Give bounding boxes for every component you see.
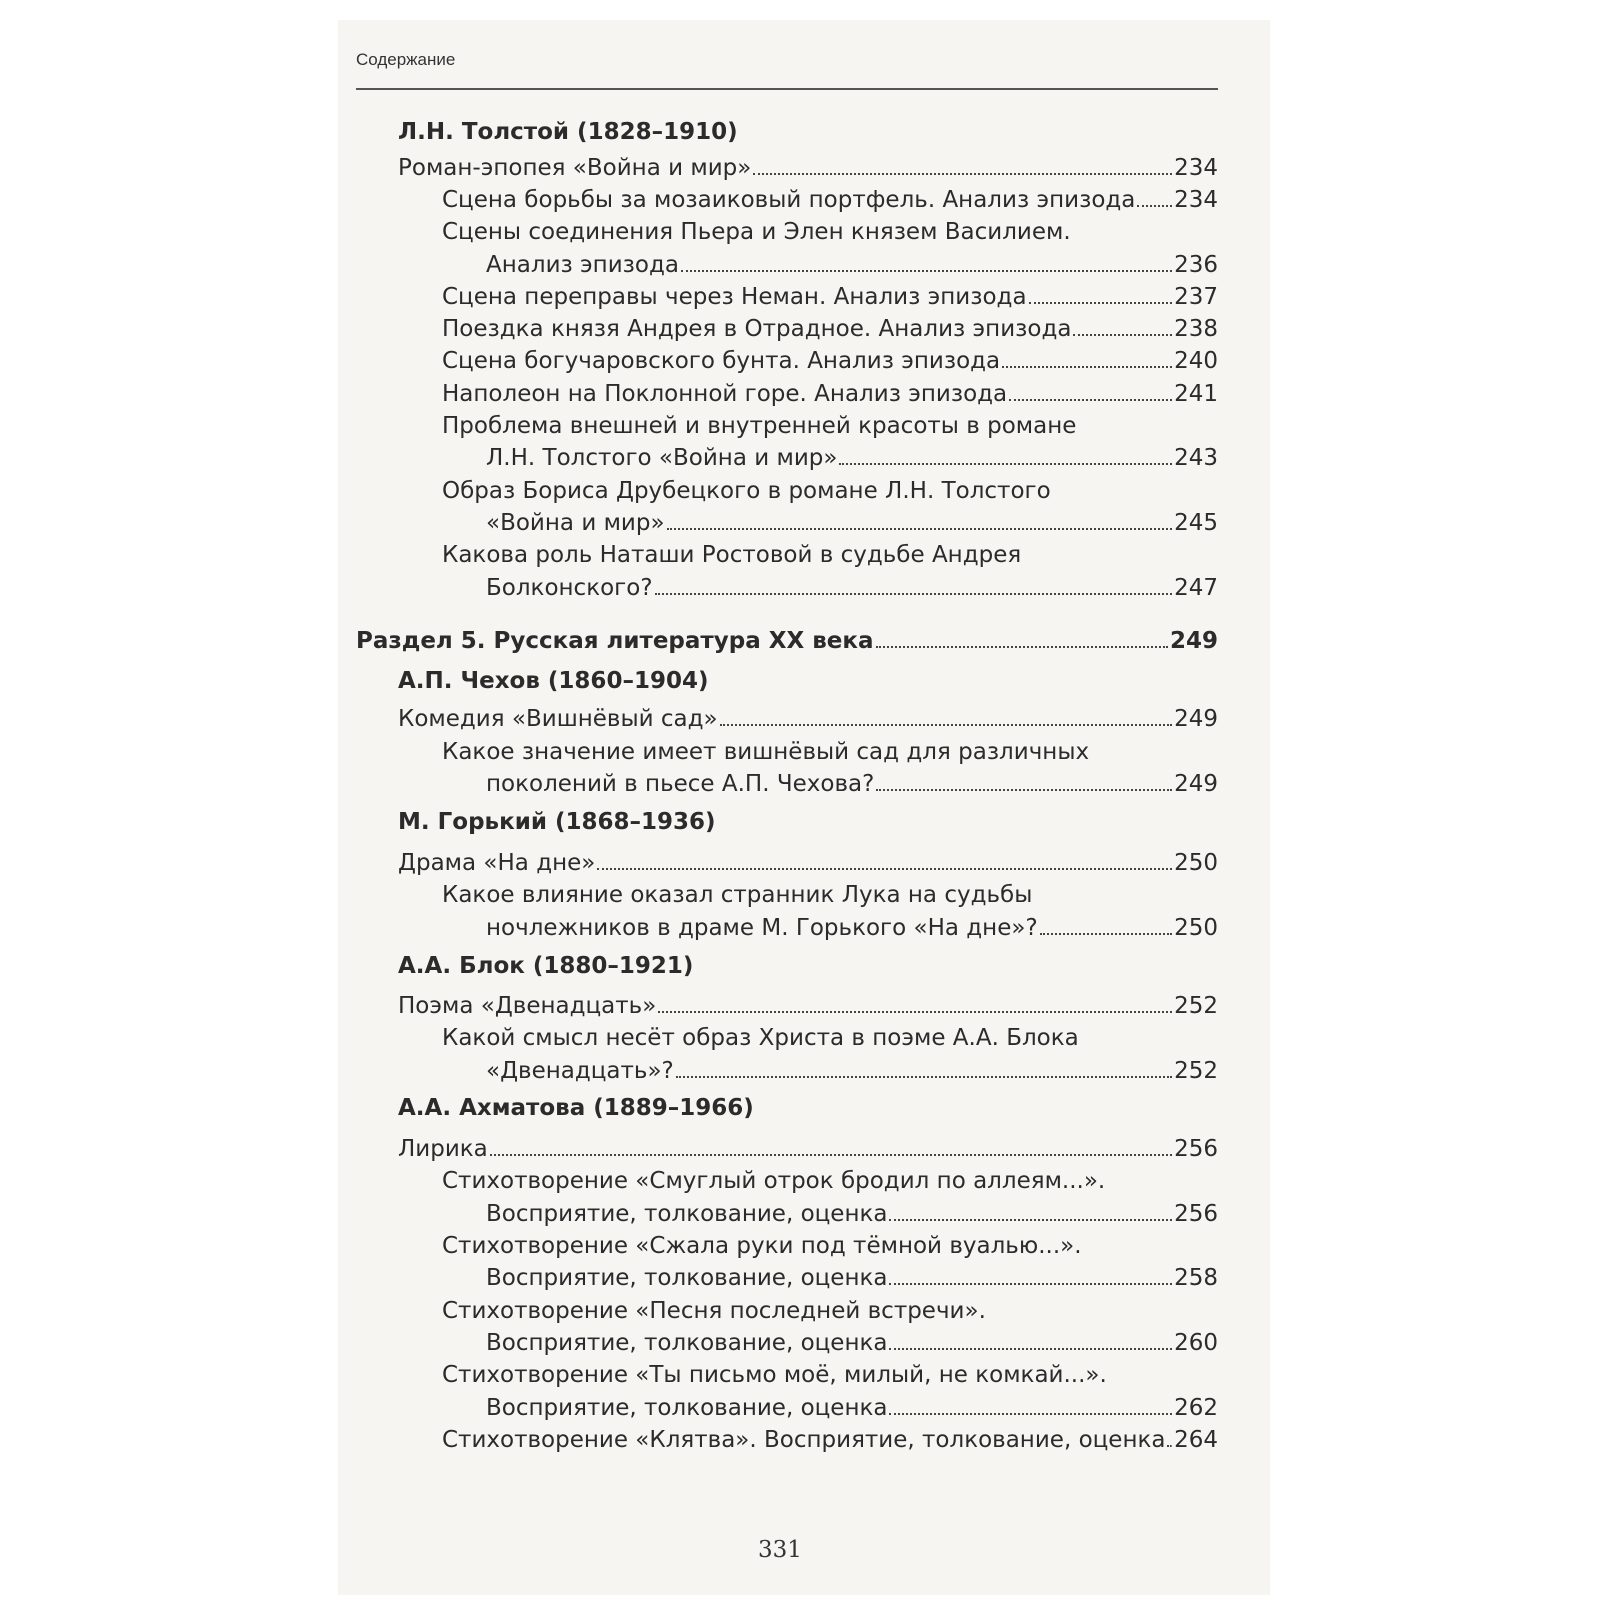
toc-entry (356, 438, 1218, 471)
toc-entry-title: А.П. Чехов (1860–1904) (398, 668, 709, 694)
dot-leader (720, 724, 1172, 726)
dot-leader (876, 789, 1172, 791)
dot-leader (889, 1348, 1172, 1350)
toc-entry-page: 243 (1174, 445, 1218, 471)
toc-entry-title: Восприятие, толкование, оценка (486, 1330, 888, 1356)
toc-entry-title: «Война и мир» (486, 510, 665, 536)
toc-entry-title: Наполеон на Поклонной горе. Анализ эпизода (442, 381, 1008, 407)
toc-entry-title: Стихотворение «Ты письмо моё, милый, не комкай...». (442, 1362, 1107, 1388)
dot-leader (1073, 334, 1172, 336)
toc-entry (356, 406, 1218, 439)
toc-entry-page: 256 (1174, 1201, 1218, 1227)
toc-entry-title: Стихотворение «Сжала руки под тёмной вуалью...». (442, 1233, 1082, 1259)
toc-entry (356, 1258, 1218, 1291)
toc-entry-page: 249 (1169, 628, 1218, 654)
toc-entry-page: 256 (1174, 1136, 1218, 1162)
dot-leader (753, 173, 1172, 175)
toc-entry (356, 374, 1218, 407)
toc-entry (356, 1323, 1218, 1356)
toc-entry-title: Стихотворение «Клятва». Восприятие, толкование, оценка (442, 1427, 1166, 1453)
toc-entry (356, 802, 1218, 835)
toc-entry-page: 249 (1174, 706, 1218, 732)
toc-entry (356, 621, 1218, 654)
dot-leader (889, 1413, 1172, 1415)
toc-entry (356, 245, 1218, 278)
toc-entry-page: 234 (1174, 187, 1218, 213)
toc-entry-title: Какова роль Наташи Ростовой в судьбе Андрея (442, 542, 1022, 568)
toc-entry (356, 661, 1218, 694)
toc-entry-title: Сцена переправы через Неман. Анализ эпизода (442, 284, 1027, 310)
toc-entry (356, 1291, 1218, 1324)
toc-entry (356, 1018, 1218, 1051)
dot-leader (839, 463, 1172, 465)
dot-leader (676, 1076, 1172, 1078)
toc-entry-title: Болконского? (486, 575, 653, 601)
toc-entry (356, 277, 1218, 310)
page-number: 331 (758, 1537, 802, 1563)
toc-entry-page: 249 (1174, 771, 1218, 797)
toc-entry (356, 1088, 1218, 1121)
running-head: Содержание (356, 50, 456, 69)
dot-leader (889, 1283, 1172, 1285)
toc-entry (356, 732, 1218, 765)
toc-entry-page: 237 (1174, 284, 1218, 310)
toc-entry-title: Восприятие, толкование, оценка (486, 1265, 888, 1291)
dot-leader (1040, 933, 1172, 935)
toc-entry (356, 1355, 1218, 1388)
toc-entry-title: Поездка князя Андрея в Отрадное. Анализ эпизода (442, 316, 1072, 342)
toc-entry-title: Сцены соединения Пьера и Элен князем Василием. (442, 219, 1071, 245)
toc-entry (356, 341, 1218, 374)
dot-leader (889, 1219, 1172, 1221)
toc-entry-page: 264 (1174, 1427, 1218, 1453)
dot-leader (876, 646, 1168, 648)
toc-entry (356, 1194, 1218, 1227)
toc-entry (356, 875, 1218, 908)
toc-entry (356, 503, 1218, 536)
toc-entry-title: Л.Н. Толстой (1828–1910) (398, 119, 738, 145)
dot-leader (490, 1154, 1172, 1156)
toc-entry-page: 260 (1174, 1330, 1218, 1356)
toc-entry-title: А.А. Ахматова (1889–1966) (398, 1095, 754, 1121)
toc-entry (356, 699, 1218, 732)
toc-entry-title: Восприятие, толкование, оценка (486, 1201, 888, 1227)
toc-entry-page: 234 (1174, 155, 1218, 181)
toc-entry-page: 245 (1174, 510, 1218, 536)
toc-entry (356, 1388, 1218, 1421)
toc-entry-title: Сцена борьбы за мозаиковый портфель. Анализ эпизода (442, 187, 1136, 213)
toc-entry-title: Анализ эпизода (486, 252, 679, 278)
toc-entry-title: поколений в пьесе А.П. Чехова? (486, 771, 875, 797)
dot-leader (1167, 1445, 1172, 1447)
toc-entry (356, 946, 1218, 979)
toc-entry-title: А.А. Блок (1880–1921) (398, 953, 694, 979)
toc-entry-title: «Двенадцать»? (486, 1058, 674, 1084)
toc-entry-page: 262 (1174, 1395, 1218, 1421)
toc-entry (356, 148, 1218, 181)
toc-entry-title: Стихотворение «Песня последней встречи». (442, 1298, 986, 1324)
dot-leader (655, 593, 1173, 595)
toc-entry-page: 241 (1174, 381, 1218, 407)
toc-entry-page: 252 (1174, 993, 1218, 1019)
toc-entry-page: 258 (1174, 1265, 1218, 1291)
toc-entry-title: Какой смысл несёт образ Христа в поэме А.А. Блока (442, 1025, 1079, 1051)
toc-entry-title: ночлежников в драме М. Горького «На дне»? (486, 915, 1038, 941)
dot-leader (1002, 366, 1172, 368)
toc-entry-title: Стихотворение «Смуглый отрок бродил по аллеям...». (442, 1168, 1106, 1194)
dot-leader (681, 270, 1172, 272)
toc-entry-title: Роман-эпопея «Война и мир» (398, 155, 752, 181)
toc-entry (356, 1226, 1218, 1259)
toc-entry (356, 212, 1218, 245)
dot-leader (1029, 302, 1173, 304)
toc-entry-page: 250 (1174, 915, 1218, 941)
toc-entry (356, 764, 1218, 797)
toc-entry-page: 236 (1174, 252, 1218, 278)
toc-entry-page: 250 (1174, 850, 1218, 876)
dot-leader (667, 528, 1173, 530)
toc-entry (356, 112, 1218, 145)
toc-entry-title: Какое значение имеет вишнёвый сад для различных (442, 739, 1090, 765)
toc-entry-page: 247 (1174, 575, 1218, 601)
toc-entry-title: Восприятие, толкование, оценка (486, 1395, 888, 1421)
toc-entry (356, 568, 1218, 601)
toc-entry-title: Драма «На дне» (398, 850, 596, 876)
toc-entry (356, 309, 1218, 342)
toc-entry-title: Сцена богучаровского бунта. Анализ эпизода (442, 348, 1001, 374)
toc-entry-page: 252 (1174, 1058, 1218, 1084)
toc-entry (356, 535, 1218, 568)
dot-leader (658, 1011, 1172, 1013)
toc-entry-page: 238 (1174, 316, 1218, 342)
toc-entry-title: Лирика (398, 1136, 488, 1162)
toc-entry-title: Поэма «Двенадцать» (398, 993, 657, 1019)
toc-entry (356, 1161, 1218, 1194)
dot-leader (597, 868, 1172, 870)
toc-entry (356, 908, 1218, 941)
toc-entry-title: Раздел 5. Русская литература XX века (356, 628, 874, 654)
toc-entry-title: Какое влияние оказал странник Лука на судьбы (442, 882, 1033, 908)
toc-entry-title: Комедия «Вишнёвый сад» (398, 706, 718, 732)
toc-entry (356, 986, 1218, 1019)
toc-entry-page: 240 (1174, 348, 1218, 374)
toc-entry (356, 471, 1218, 504)
toc-entry-title: М. Горький (1868–1936) (398, 809, 716, 835)
toc-entry (356, 180, 1218, 213)
toc-entry (356, 1051, 1218, 1084)
header-rule (356, 88, 1218, 90)
toc-entry (356, 843, 1218, 876)
toc-entry-title: Проблема внешней и внутренней красоты в романе (442, 413, 1077, 439)
toc-entry-title: Л.Н. Толстого «Война и мир» (486, 445, 838, 471)
toc-entry (356, 1420, 1218, 1453)
dot-leader (1009, 399, 1172, 401)
toc-entry (356, 1129, 1218, 1162)
toc-entry-title: Образ Бориса Друбецкого в романе Л.Н. Толстого (442, 478, 1051, 504)
dot-leader (1137, 205, 1172, 207)
